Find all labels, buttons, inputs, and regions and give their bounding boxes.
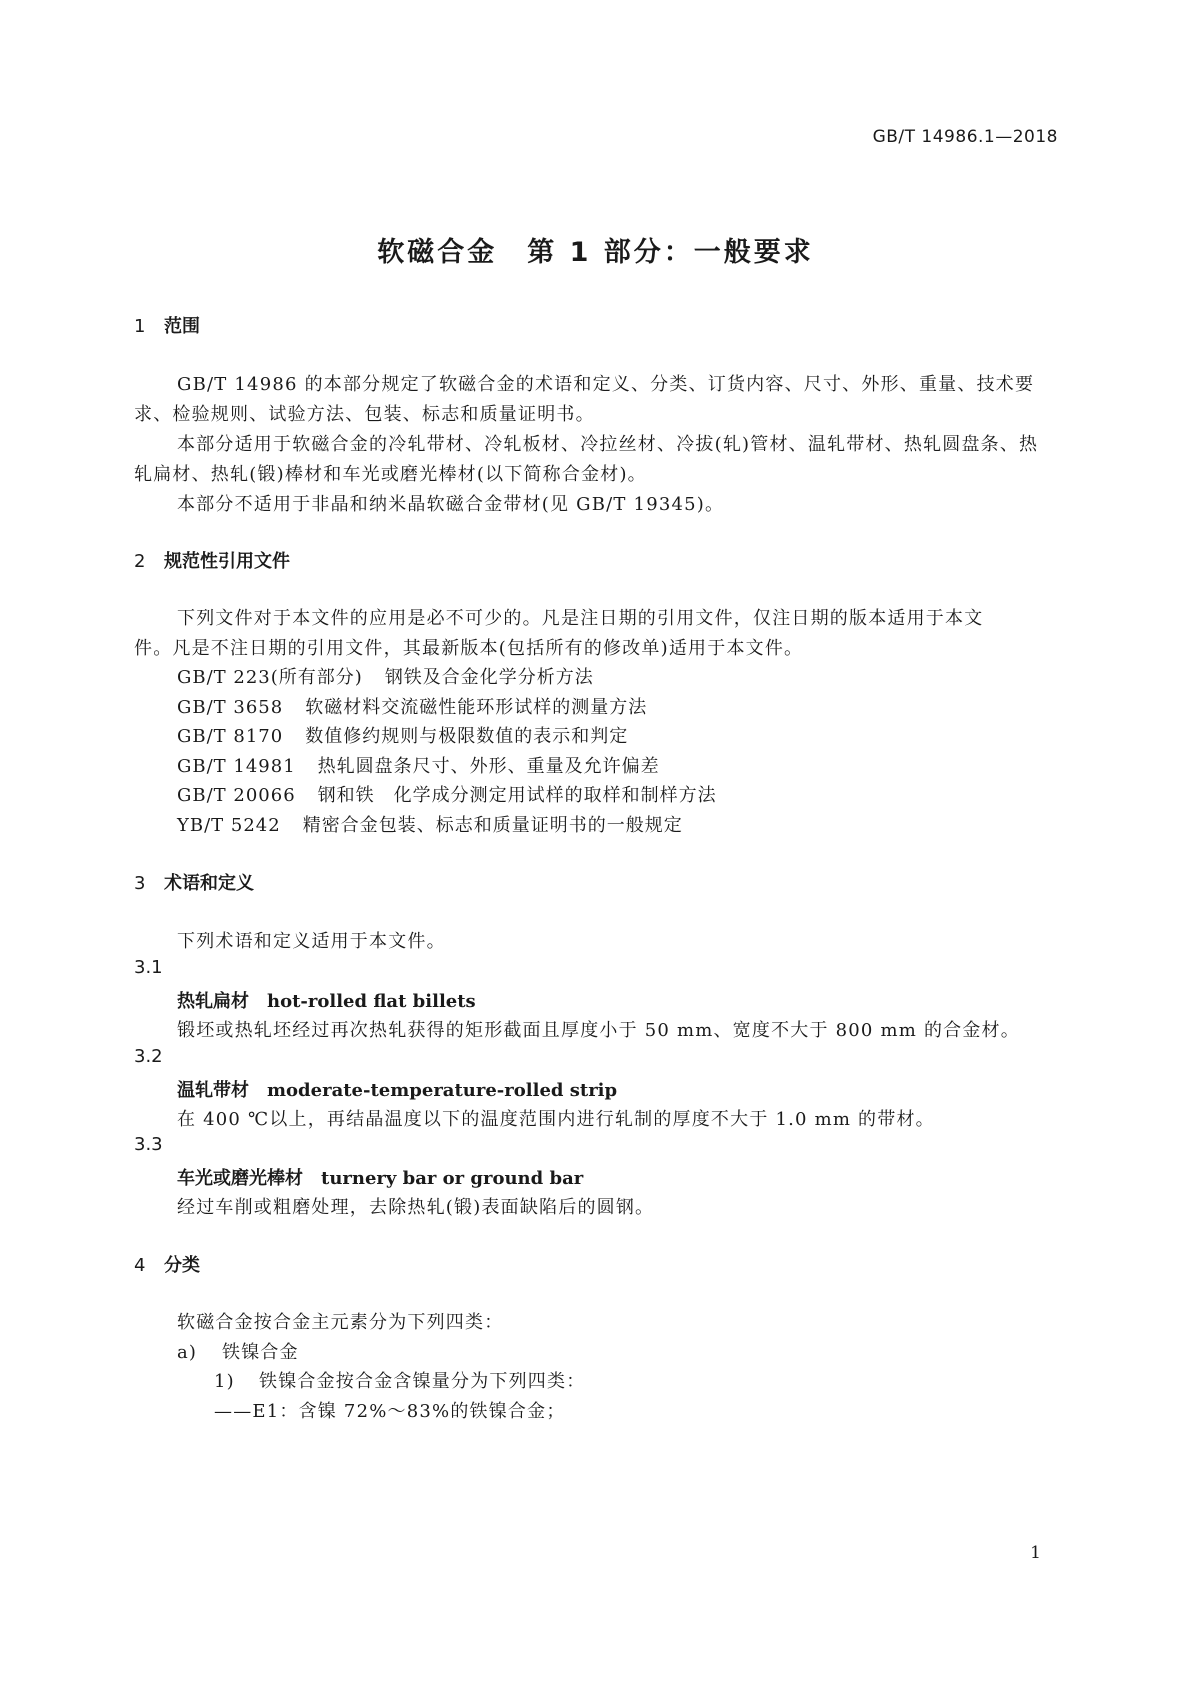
reference-title: 数值修约规则与极限数值的表示和判定 <box>305 726 629 747</box>
list-marker: 1) <box>214 1371 235 1392</box>
section-4-heading <box>134 1251 200 1277</box>
reference-title: 钢和铁 化学成分测定用试样的取样和制样方法 <box>317 785 717 806</box>
reference-title: 软磁材料交流磁性能环形试样的测量方法 <box>305 697 648 718</box>
list-text: 铁镍合金 <box>222 1342 299 1363</box>
list-item-1 <box>214 1367 585 1393</box>
term-heading <box>177 987 476 1013</box>
paragraph: 下列术语和定义适用于本文件。 <box>177 931 446 952</box>
term-english: moderate-temperature-rolled strip <box>267 1080 618 1101</box>
reference-title: 热轧圆盘条尺寸、外形、重量及允许偏差 <box>317 756 660 777</box>
reference-code: YB/T 5242 <box>177 815 281 836</box>
document-code-header: GB/T 14986.1—2018 <box>872 127 1058 147</box>
section-number: 2 <box>134 551 146 572</box>
page-number: 1 <box>1030 1543 1041 1563</box>
reference-code: GB/T 223(所有部分) <box>177 667 363 688</box>
term-number: 3.1 <box>134 957 163 978</box>
paragraph: 件。凡是不注日期的引用文件，其最新版本(包括所有的修改单)适用于本文件。 <box>134 638 804 659</box>
term-number: 3.3 <box>134 1134 163 1155</box>
paragraph: 本部分不适用于非晶和纳米晶软磁合金带材(见 GB/T 19345)。 <box>177 494 725 515</box>
term-english: hot-rolled flat billets <box>267 991 476 1012</box>
paragraph: 本部分适用于软磁合金的冷轧带材、冷轧板材、冷拉丝材、冷拔(轧)管材、温轧带材、热轧圆盘条、热 <box>177 434 1039 455</box>
term-chinese: 温轧带材 <box>177 1080 249 1101</box>
section-1-heading <box>134 312 200 338</box>
reference-code: GB/T 3658 <box>177 697 284 718</box>
list-item-e1: ——E1：含镍 72%～83%的铁镍合金； <box>214 1401 566 1422</box>
reference-item <box>177 752 660 778</box>
paragraph: 软磁合金按合金主元素分为下列四类： <box>177 1312 504 1333</box>
reference-item <box>177 693 647 719</box>
term-definition: 经过车削或粗磨处理，去除热轧(锻)表面缺陷后的圆钢。 <box>177 1197 655 1218</box>
paragraph: GB/T 14986 的本部分规定了软磁合金的术语和定义、分类、订货内容、尺寸、外形、重量、技术要 <box>177 374 1035 395</box>
list-item-a <box>177 1338 299 1364</box>
section-3-heading <box>134 869 254 895</box>
section-2-heading <box>134 547 290 573</box>
paragraph: 轧扁材、热轧(锻)棒材和车光或磨光棒材(以下简称合金材)。 <box>134 464 647 485</box>
section-title: 规范性引用文件 <box>164 551 290 572</box>
reference-code: GB/T 14981 <box>177 756 296 777</box>
paragraph: 求、检验规则、试验方法、包装、标志和质量证明书。 <box>134 404 595 425</box>
section-title: 范围 <box>164 316 200 337</box>
reference-code: GB/T 8170 <box>177 726 284 747</box>
section-number: 1 <box>134 316 146 337</box>
reference-item <box>177 781 717 807</box>
reference-item <box>177 663 594 689</box>
page-title: 软磁合金 第 1 部分：一般要求 <box>377 237 814 268</box>
term-heading <box>177 1164 583 1190</box>
reference-item <box>177 811 683 837</box>
reference-title: 钢铁及合金化学分析方法 <box>384 667 594 688</box>
list-marker: a) <box>177 1342 198 1363</box>
reference-item <box>177 722 628 748</box>
reference-code: GB/T 20066 <box>177 785 296 806</box>
term-heading <box>177 1076 617 1102</box>
section-title: 分类 <box>164 1255 200 1276</box>
section-number: 3 <box>134 873 146 894</box>
term-chinese: 热轧扁材 <box>177 991 249 1012</box>
paragraph: 下列文件对于本文件的应用是必不可少的。凡是注日期的引用文件，仅注日期的版本适用于本文 <box>177 608 984 629</box>
section-title: 术语和定义 <box>164 873 254 894</box>
section-number: 4 <box>134 1255 146 1276</box>
term-chinese: 车光或磨光棒材 <box>177 1168 303 1189</box>
list-text: 铁镍合金按合金含镍量分为下列四类： <box>259 1371 586 1392</box>
term-number: 3.2 <box>134 1046 163 1067</box>
term-definition: 锻坯或热轧坯经过再次热轧获得的矩形截面且厚度小于 50 mm、宽度不大于 800 mm 的合金材。 <box>177 1020 1020 1041</box>
reference-title: 精密合金包装、标志和质量证明书的一般规定 <box>302 815 683 836</box>
term-english: turnery bar or ground bar <box>321 1168 584 1189</box>
term-definition: 在 400 ℃以上，再结晶温度以下的温度范围内进行轧制的厚度不大于 1.0 mm 的带材。 <box>177 1109 935 1130</box>
